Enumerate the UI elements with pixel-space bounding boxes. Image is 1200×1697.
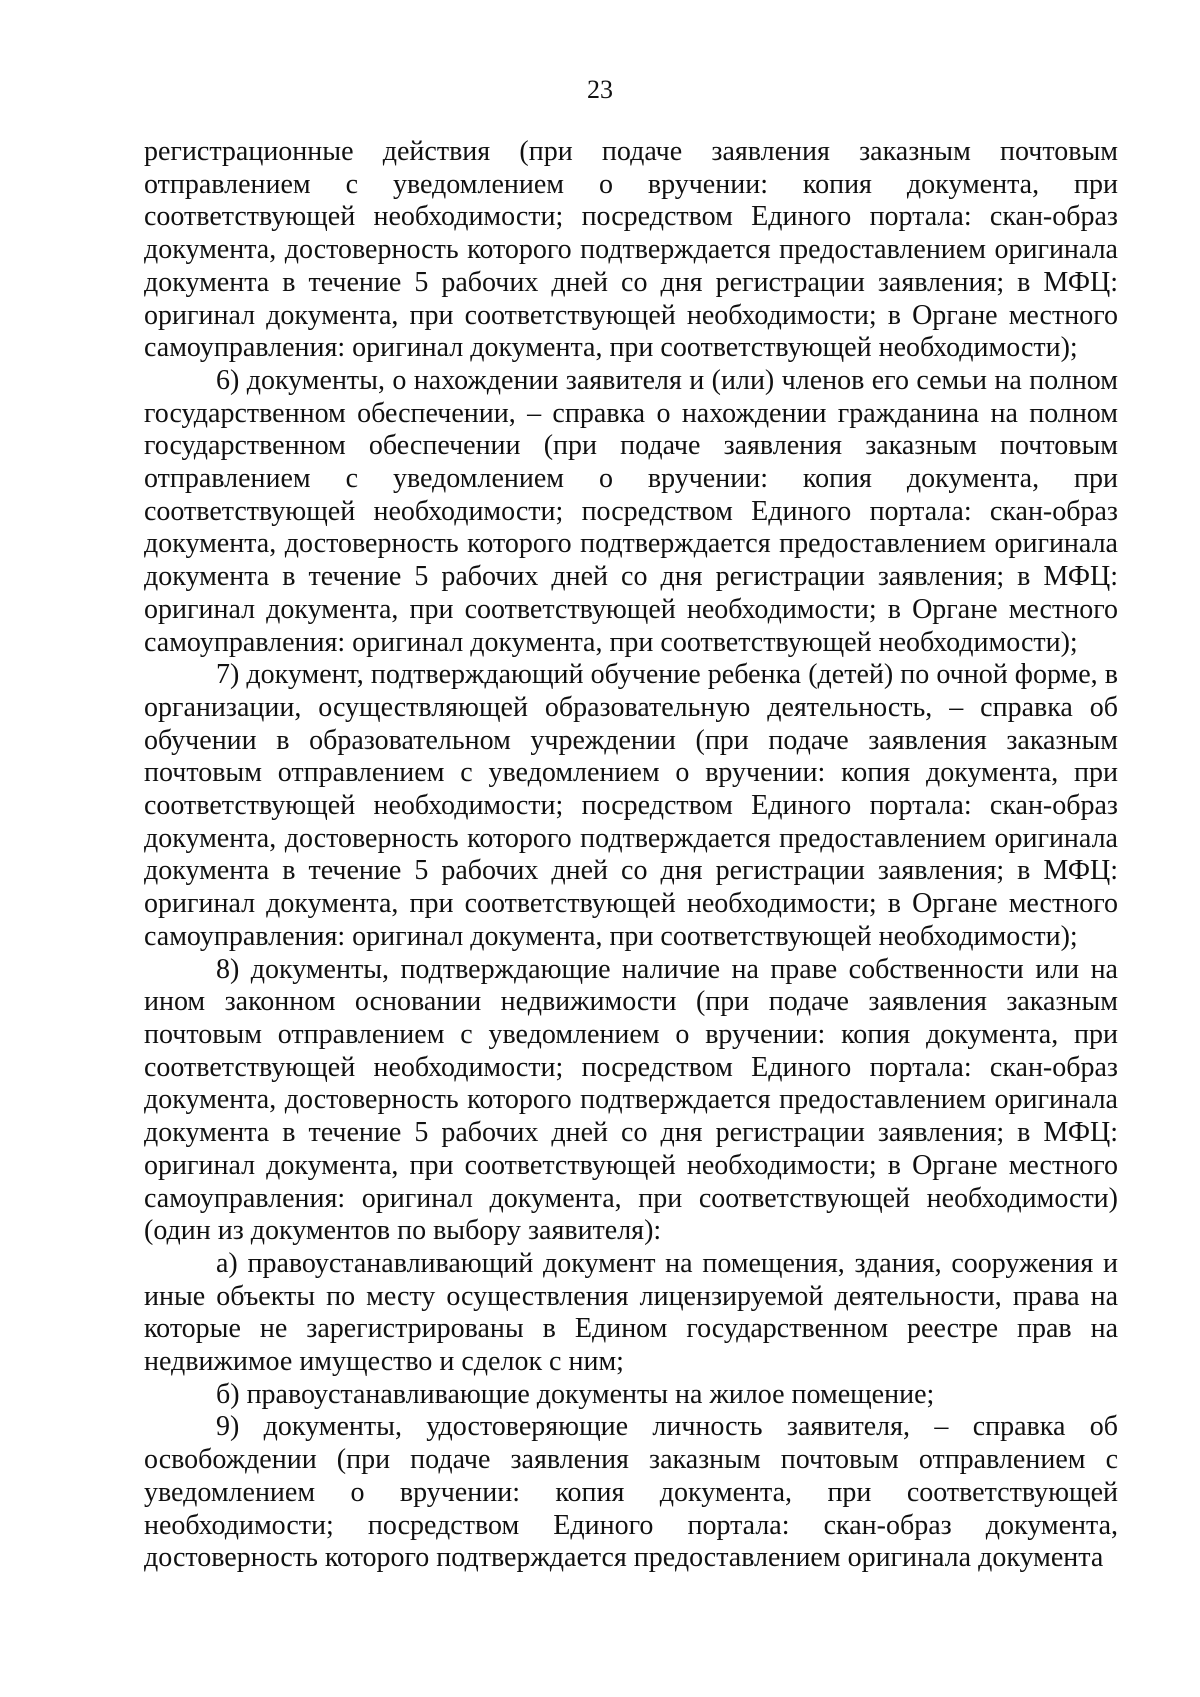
paragraph-item-6: 6) документы, о нахождении заявителя и (или) членов его семьи на полном государственном обеспечении, – справка о нахождении гражданина на полном государственном обеспечении (при подаче заявления заказным почтовым отправлением с уведомлением о вручении: копия документа, при соответствующей необходимости; посредством Единого портала: скан-образ документа, достоверность которого подтверждается предоставлением оригинала документа в течение 5 рабочих дней со дня регистрации заявления; в МФЦ: оригинал документа, при соответствующей необходимости; в Органе местного самоуправления: оригинал документа, при соответствующей необходимости); [144,364,1118,658]
paragraph-item-8: 8) документы, подтверждающие наличие на праве собственности или на ином законном основании недвижимости (при подаче заявления заказным почтовым отправлением с уведомлением о вручении: копия документа, при соответствующей необходимости; посредством Единого портала: скан-образ документа, достоверность которого подтверждается предоставлением оригинала документа в течение 5 рабочих дней со дня регистрации заявления; в МФЦ: оригинал документа, при соответствующей необходимости; в Органе местного самоуправления: оригинал документа, при соответствующей необходимости) (один из документов по выбору заявителя): [144,953,1118,1247]
document-body [144,136,1118,1575]
paragraph-subitem-a: а) правоустанавливающий документ на помещения, здания, сооружения и иные объекты по месту осуществления лицензируемой деятельности, права на которые не зарегистрированы в Едином государственном реестре прав на недвижимое имущество и сделок с ним; [144,1247,1118,1378]
paragraph-continuation: регистрационные действия (при подаче заявления заказным почтовым отправлением с уведомлением о вручении: копия документа, при соответствующей необходимости; посредством Единого портала: скан-образ документа, достоверность которого подтверждается предоставлением оригинала документа в течение 5 рабочих дней со дня регистрации заявления; в МФЦ: оригинал документа, при соответствующей необходимости; в Органе местного самоуправления: оригинал документа, при соответствующей необходимости); [144,136,1118,364]
paragraph-subitem-b: б) правоустанавливающие документы на жилое помещение; [216,1378,935,1410]
page-number: 23 [587,75,613,104]
paragraph-item-9: 9) документы, удостоверяющие личность заявителя, – справка об освобождении (при подаче заявления заказным почтовым отправлением с уведомлением о вручении: копия документа, при соответствующей необходимости; посредством Единого портала: скан-образ документа, достоверность которого подтверждается предоставлением оригинала документа [144,1411,1118,1574]
paragraph-item-7: 7) документ, подтверждающий обучение ребенка (детей) по очной форме, в организации, осуществляющей образовательную деятельность, – справка об обучении в образовательном учреждении (при подаче заявления заказным почтовым отправлением с уведомлением о вручении: копия документа, при соответствующей необходимости; посредством Единого портала: скан-образ документа, достоверность которого подтверждается предоставлением оригинала документа в течение 5 рабочих дней со дня регистрации заявления; в МФЦ: оригинал документа, при соответствующей необходимости; в Органе местного самоуправления: оригинал документа, при соответствующей необходимости); [144,659,1118,952]
